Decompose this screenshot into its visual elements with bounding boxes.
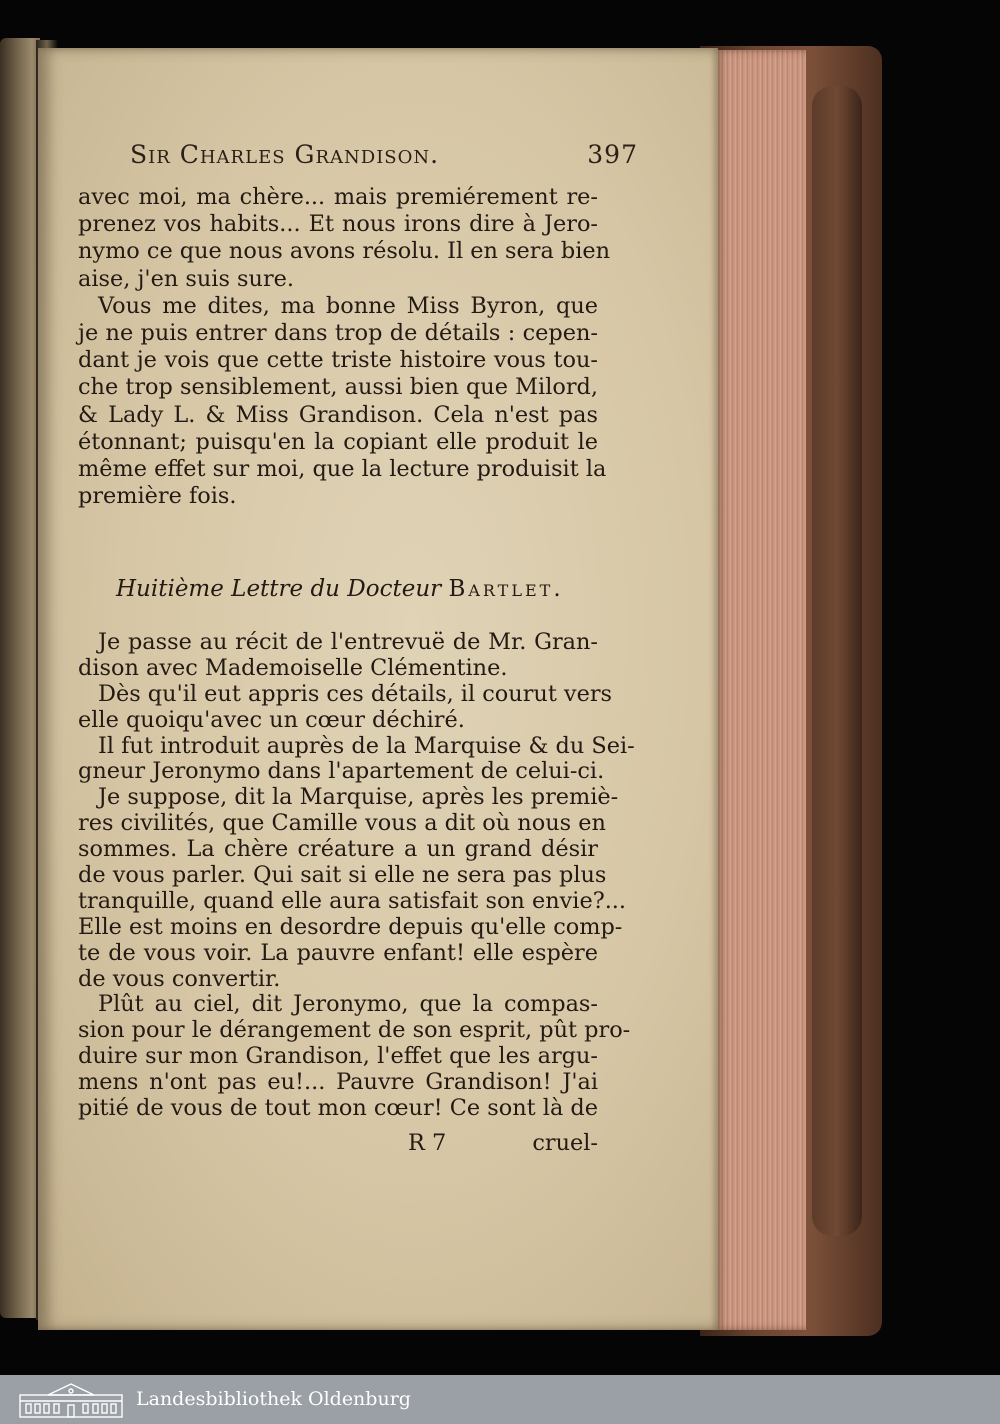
library-name: Landesbibliothek Oldenburg	[136, 1388, 411, 1410]
text-line: mens n'ont pas eu!... Pauvre Grandison! J'ai	[78, 1069, 598, 1096]
catchword: cruel-	[532, 1130, 598, 1156]
text-line: aise, j'en suis sure.	[78, 265, 295, 292]
page-number: 397	[587, 140, 638, 169]
text-line: sion pour le dérangement de son esprit, pût pro-	[78, 1017, 631, 1044]
signature-line	[78, 1130, 598, 1158]
text-line: prenez vos habits... Et nous irons dire à Jero-	[78, 211, 598, 238]
page-edges	[714, 50, 806, 1330]
footer-bar	[0, 1375, 1000, 1424]
text-line: de vous parler. Qui sait si elle ne sera pas plus	[78, 862, 607, 889]
letter-heading-italic: Huitième Lettre du Docteur	[116, 576, 442, 602]
text-line: gneur Jeronymo dans l'apartement de celui-ci.	[78, 758, 605, 785]
text-block-after	[78, 629, 635, 1122]
text-line: même effet sur moi, que la lecture produisit la	[78, 455, 607, 482]
facing-page-edge	[0, 38, 40, 1318]
text-line: sommes. La chère créature a un grand désir	[78, 836, 598, 863]
text-line: dant je vois que cette triste histoire vous tou-	[78, 347, 598, 374]
text-line: che trop sensiblement, aussi bien que Milord,	[78, 374, 598, 401]
text-line: de vous convertir.	[78, 965, 281, 992]
text-line: elle quoiqu'avec un cœur déchiré.	[78, 706, 465, 733]
text-line: Vous me dites, ma bonne Miss Byron, que	[98, 292, 598, 319]
text-line: duire sur mon Grandison, l'effet que les argu-	[78, 1043, 598, 1070]
text-line: Il fut introduit auprès de la Marquise & du Sei-	[98, 732, 635, 759]
text-line: te de vous voir. La pauvre enfant! elle espère	[78, 939, 598, 966]
text-block-before	[78, 184, 611, 510]
text-line: Je suppose, dit la Marquise, après les premiè-	[98, 784, 619, 811]
text-line: Elle est moins en desordre depuis qu'elle comp-	[78, 913, 623, 940]
running-header	[130, 140, 638, 180]
text-line: res civilités, que Camille vous a dit où nous en	[78, 810, 606, 837]
library-building-icon	[18, 1381, 124, 1419]
letter-heading	[116, 576, 616, 602]
text-line: & Lady L. & Miss Grandison. Cela n'est pas	[78, 401, 598, 428]
text-line: avec moi, ma chère... mais premiérement re-	[78, 184, 598, 210]
text-line: première fois.	[78, 483, 237, 510]
text-line: pitié de vous de tout mon cœur! Ce sont là de	[78, 1095, 598, 1122]
text-line: dison avec Mademoiselle Clémentine.	[78, 654, 508, 681]
text-line: je ne puis entrer dans trop de détails : cepen-	[78, 319, 598, 346]
letter-heading-name: Bartlet.	[448, 576, 564, 602]
text-line: Plût au ciel, dit Jeronymo, que la compas-	[98, 991, 598, 1018]
text-line: Je passe au récit de l'entrevuë de Mr. Gran-	[98, 629, 598, 655]
text-line: nymo ce que nous avons résolu. Il en sera bien	[78, 238, 611, 265]
book-page	[38, 48, 718, 1330]
text-line: étonnant; puisqu'en la copiant elle produit le	[78, 428, 598, 455]
running-title: Sir Charles Grandison.	[130, 140, 440, 169]
text-line: tranquille, quand elle aura satisfait son envie?...	[78, 887, 627, 914]
signature-mark: R 7	[408, 1130, 447, 1156]
text-line: Dès qu'il eut appris ces détails, il courut vers	[98, 680, 613, 707]
